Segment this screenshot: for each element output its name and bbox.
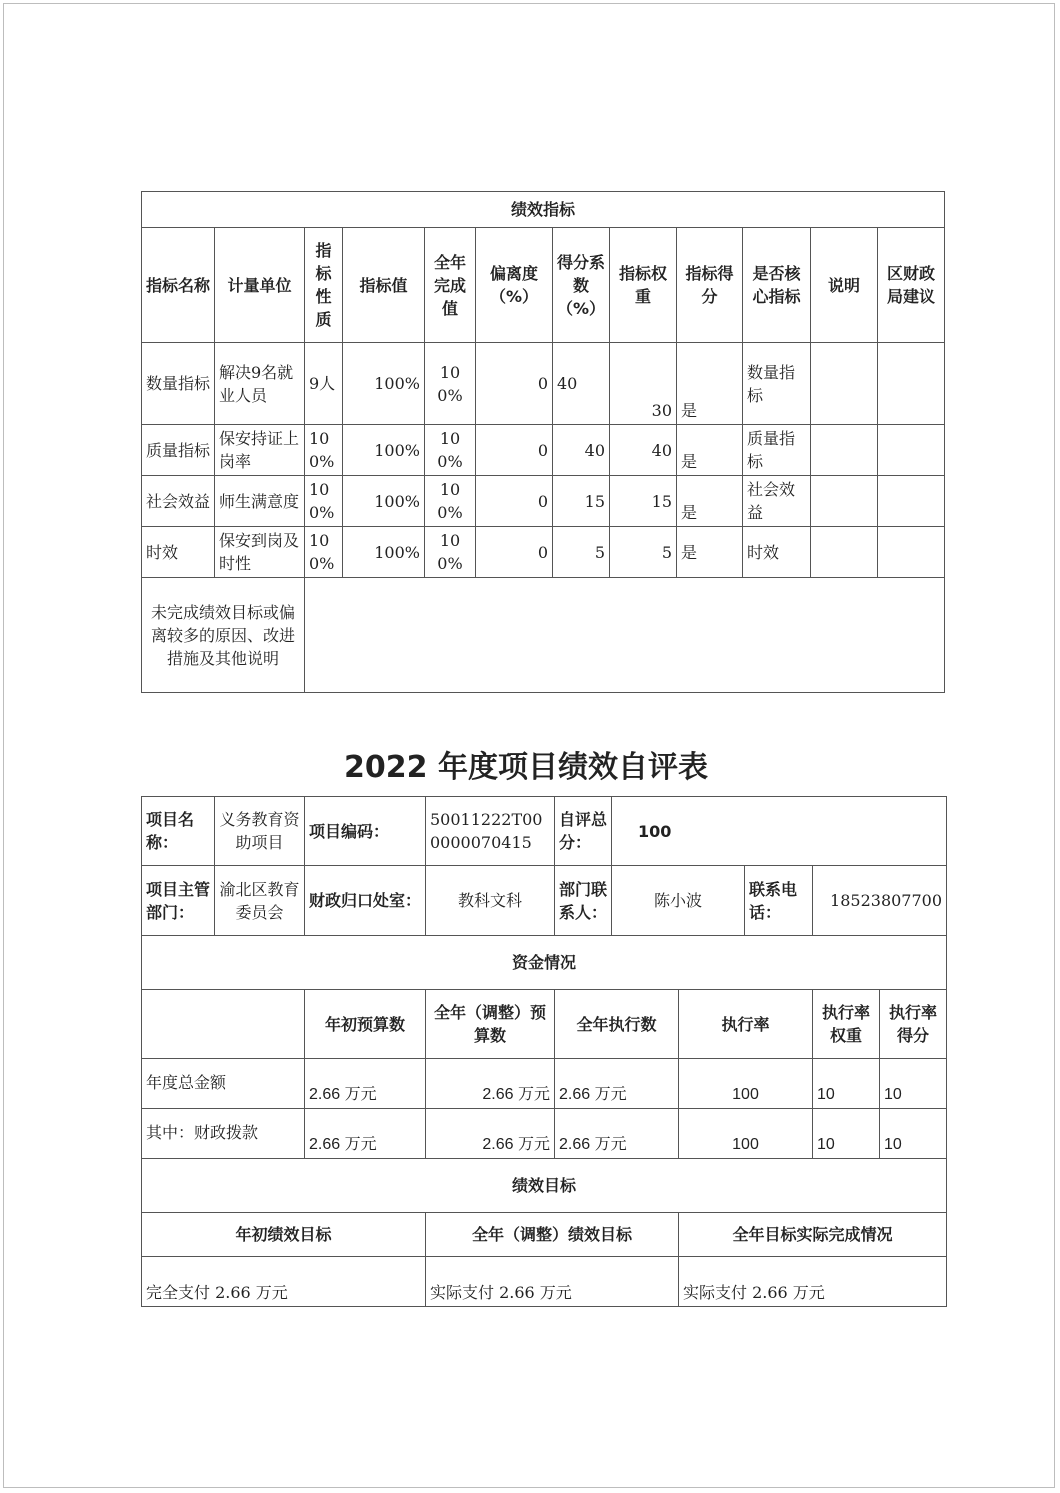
phone-label: 联系电话：	[745, 866, 813, 936]
funds-rate: 100	[679, 1109, 813, 1159]
funds-header-rate: 执行率	[679, 990, 813, 1059]
indicator-coefficient: 40	[553, 425, 610, 476]
table-row	[142, 476, 945, 527]
indicator-advice	[878, 425, 945, 476]
contact-value: 陈小波	[612, 866, 745, 936]
table-row	[142, 425, 945, 476]
funds-title: 资金情况	[142, 936, 947, 990]
project-name-label: 项目名称：	[142, 797, 215, 866]
indicator-actual: 100%	[425, 527, 476, 578]
self-score-label: 自评总分：	[555, 797, 612, 866]
project-evaluation-table	[141, 796, 947, 1307]
indicator-name: 社会效益	[142, 476, 215, 527]
project-code-value: 50011222T000000070415	[426, 797, 555, 866]
indicator-nature: 100%	[305, 476, 343, 527]
indicator-score: 是	[677, 476, 743, 527]
office-label: 财政归口处室：	[305, 866, 426, 936]
indicator-nature: 9人	[305, 343, 343, 425]
indicator-weight: 30	[610, 343, 677, 425]
header-note: 说明	[811, 228, 878, 343]
self-score-value: 100	[612, 797, 947, 866]
dept-value: 渝北区教育委员会	[215, 866, 305, 936]
indicator-coefficient: 5	[553, 527, 610, 578]
funds-row-label: 其中：财政拨款	[142, 1109, 305, 1159]
indicator-score: 是	[677, 343, 743, 425]
performance-indicator-table	[141, 191, 945, 693]
header-weight: 指标权重	[610, 228, 677, 343]
funds-header-executed: 全年执行数	[555, 990, 679, 1059]
table-row	[142, 343, 945, 425]
indicator-deviation: 0	[476, 527, 553, 578]
funds-row-label: 年度总金额	[142, 1059, 305, 1109]
indicator-unit: 解决9名就业人员	[215, 343, 305, 425]
funds-header-rate-weight: 执行率权重	[813, 990, 880, 1059]
header-deviation: 偏离度（%）	[476, 228, 553, 343]
funds-header-rate-score: 执行率得分	[880, 990, 947, 1059]
project-code-label: 项目编码：	[305, 797, 426, 866]
indicator-score: 是	[677, 527, 743, 578]
header-unit: 计量单位	[215, 228, 305, 343]
office-value: 教科文科	[426, 866, 555, 936]
goal-initial-value: 完全支付 2.66 万元	[142, 1257, 426, 1307]
funds-rate-weight: 10	[813, 1109, 880, 1159]
indicator-score: 是	[677, 425, 743, 476]
header-coefficient: 得分系数（%）	[553, 228, 610, 343]
funds-budget: 2.66 万元	[305, 1059, 426, 1109]
indicator-deviation: 0	[476, 343, 553, 425]
indicator-actual: 100%	[425, 425, 476, 476]
indicator-coefficient: 15	[553, 476, 610, 527]
indicator-weight: 5	[610, 527, 677, 578]
project-name-value: 义务教育资助项目	[215, 797, 305, 866]
goals-header-initial: 年初绩效目标	[142, 1213, 426, 1257]
indicator-weight: 15	[610, 476, 677, 527]
header-indicator-name: 指标名称	[142, 228, 215, 343]
indicator-core: 社会效益	[743, 476, 811, 527]
goals-title: 绩效目标	[142, 1159, 947, 1213]
indicator-name: 时效	[142, 527, 215, 578]
funds-rate-score: 10	[880, 1059, 947, 1109]
goals-header-adjusted: 全年（调整）绩效目标	[426, 1213, 679, 1257]
table-row	[142, 1059, 947, 1109]
indicator-advice	[878, 343, 945, 425]
indicator-note	[811, 527, 878, 578]
indicator-value: 100%	[343, 527, 425, 578]
reason-value	[305, 578, 945, 693]
indicator-actual: 100%	[425, 343, 476, 425]
indicator-weight: 40	[610, 425, 677, 476]
indicator-unit: 保安持证上岗率	[215, 425, 305, 476]
header-score: 指标得分	[677, 228, 743, 343]
table-row	[142, 527, 945, 578]
header-core: 是否核心指标	[743, 228, 811, 343]
header-nature: 指标性质	[305, 228, 343, 343]
indicator-value: 100%	[343, 476, 425, 527]
indicator-advice	[878, 527, 945, 578]
goal-adjusted-value: 实际支付 2.66 万元	[426, 1257, 679, 1307]
funds-executed: 2.66 万元	[555, 1059, 679, 1109]
indicator-deviation: 0	[476, 425, 553, 476]
indicator-nature: 100%	[305, 527, 343, 578]
indicator-note	[811, 343, 878, 425]
funds-rate-weight: 10	[813, 1059, 880, 1109]
funds-adjusted: 2.66 万元	[426, 1109, 555, 1159]
indicator-advice	[878, 476, 945, 527]
indicator-core: 质量指标	[743, 425, 811, 476]
header-actual: 全年完成值	[425, 228, 476, 343]
page-title: 2022 年度项目绩效自评表	[344, 750, 708, 785]
funds-budget: 2.66 万元	[305, 1109, 426, 1159]
funds-header-adjusted: 全年（调整）预算数	[426, 990, 555, 1059]
indicator-note	[811, 476, 878, 527]
funds-header-budget: 年初预算数	[305, 990, 426, 1059]
indicator-actual: 100%	[425, 476, 476, 527]
indicator-name: 数量指标	[142, 343, 215, 425]
goal-actual-value: 实际支付 2.66 万元	[679, 1257, 947, 1307]
indicator-core: 时效	[743, 527, 811, 578]
header-value: 指标值	[343, 228, 425, 343]
indicator-deviation: 0	[476, 476, 553, 527]
indicator-value: 100%	[343, 425, 425, 476]
phone-value: 18523807700	[813, 866, 947, 936]
funds-header-blank	[142, 990, 305, 1059]
indicator-value: 100%	[343, 343, 425, 425]
contact-label: 部门联系人：	[555, 866, 612, 936]
indicator-note	[811, 425, 878, 476]
funds-rate: 100	[679, 1059, 813, 1109]
indicator-unit: 保安到岗及时性	[215, 527, 305, 578]
funds-executed: 2.66 万元	[555, 1109, 679, 1159]
table-row	[142, 1109, 947, 1159]
indicator-name: 质量指标	[142, 425, 215, 476]
indicator-core: 数量指标	[743, 343, 811, 425]
header-advice: 区财政局建议	[878, 228, 945, 343]
perf-table-title: 绩效指标	[142, 192, 945, 228]
indicator-nature: 100%	[305, 425, 343, 476]
funds-adjusted: 2.66 万元	[426, 1059, 555, 1109]
goals-header-actual: 全年目标实际完成情况	[679, 1213, 947, 1257]
dept-label: 项目主管部门：	[142, 866, 215, 936]
indicator-coefficient: 40	[553, 343, 610, 425]
table-row	[142, 1257, 947, 1307]
reason-label: 未完成绩效目标或偏离较多的原因、改进措施及其他说明	[142, 578, 305, 693]
indicator-unit: 师生满意度	[215, 476, 305, 527]
funds-rate-score: 10	[880, 1109, 947, 1159]
